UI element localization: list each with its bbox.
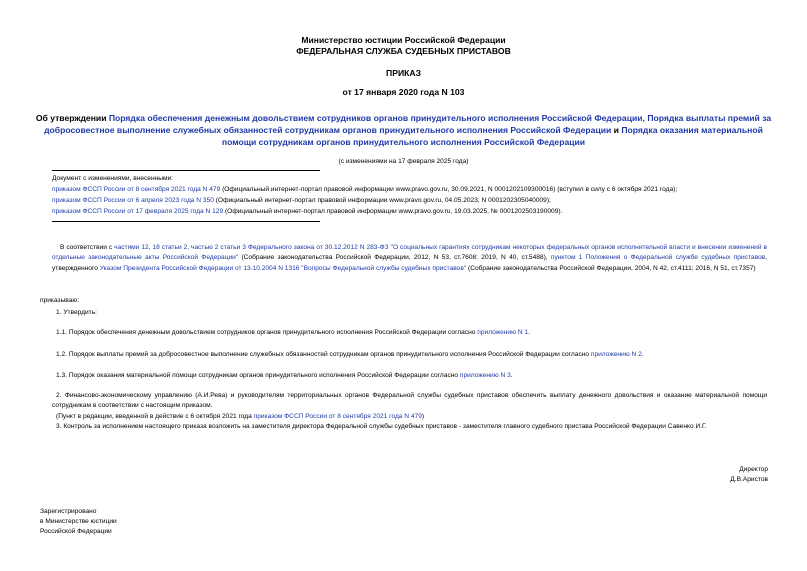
change-item [52,196,792,206]
appendix-3-link[interactable]: приложению N 3 [459,372,511,379]
service-name: ФЕДЕРАЛЬНАЯ СЛУЖБА СУДЕБНЫХ ПРИСТАВОВ [296,46,511,56]
change-item [52,207,792,217]
item-2: 2. Финансово-экономическому управлению (А.И.Рева) и руководителям территориальных органов Федеральной службы судебных приставов обеспечить выплату денежного довольствия и оказание материальной помощи сотрудникам в соответствии с настоящим приказом. [52,392,767,410]
item-1-2 [56,350,768,360]
doc-date: от 17 января 2020 года N 103 [342,87,465,97]
item-2-note-link[interactable]: приказом ФССП России от 8 сентября 2021 года N 479 [253,413,422,420]
appendix-2-link[interactable]: приложению N 2 [590,351,642,358]
change-text-2: (Официальный интернет-портал правовой информации www.pravo.gov.ru, 04.05.2023, N 0001202305040009); [213,197,551,204]
divider-top [52,170,320,171]
item-1: 1. Утвердить: [56,309,97,316]
item-3: 3. Контроль за исполнением настоящего приказа возложить на заместителя директора Федеральной службы судебных приставов - заместителя главного судебного пристава Российской Федерации Савенко И.Г. [56,423,707,430]
change-link-3[interactable]: приказом ФССП России от 17 февраля 2025 года N 129 [52,208,224,215]
preamble-text-2: (Собрание законодательства Российской Федерации, 2012, N 53, ст.7608; 2019, N 40, ст.5488), [238,254,551,262]
divider-bottom [52,221,320,222]
title-and: и [611,125,622,135]
item-1-3-text: 1.3. Порядок оказания материальной помощи сотрудникам органов принудительного исполнения Российской Федерации согласно [56,372,460,379]
preamble-link-law[interactable]: частями 12, 18 статьи 2, частью 2 статьи 3 Федерального закона от 30.12.2012 N 283-ФЗ "О социальных гарантиях сотрудникам некоторых федеральных органов исполнительной власти и внесении изменений в отдельные законодательные акты Российской Федерации" [52,244,767,262]
registration-line-2: в Министерстве юстиции [40,518,117,525]
preamble-text-1: В соответствии с [60,244,115,251]
item-1-1-end: . [528,329,531,336]
item-1-1-text: 1.1. Порядок обеспечения денежным довольствием сотрудников органов принудительного исполнения Российской Федерации согласно [56,329,478,336]
item-2-note-text: (Пункт в редакции, введенной в действие с 6 октября 2021 года [56,413,254,420]
preamble-link-regulation[interactable]: пунктом 1 Положения о Федеральной службе судебных приставов [550,254,766,262]
item-1-1 [56,328,768,338]
item-2-note-end: ) [421,413,425,420]
title-link-2[interactable]: Порядка оказания материальной помощи сотрудникам органов принудительного исполнения Российской Федерации [221,125,763,147]
change-item [52,185,792,195]
doc-title [30,112,777,148]
preamble-text-3: , утвержденного [52,254,768,272]
item-1-2-text: 1.2. Порядок выплаты премий за добросовестное выполнение служебных обязанностей сотрудникам органов принудительного исполнения Российской Федерации согласно [56,351,591,358]
change-link-1[interactable]: приказом ФССП России от 8 сентября 2021 года N 479 [52,186,221,193]
item-2-note [56,412,768,422]
change-text-1: (Официальный интернет-портал правовой информации www.pravo.gov.ru, 30.09.2021, N 0001202109300016) (вступил в силу с 6 октября 2021 года); [220,186,678,193]
revision-note: (с изменениями на 17 февраля 2025 года) [338,158,469,165]
change-link-2[interactable]: приказом ФССП России от 6 апреля 2023 года N 350 [52,197,214,204]
doc-type: ПРИКАЗ [386,68,421,78]
signer-name: Д.В.Аристов [730,476,768,483]
registration-line-1: Зарегистрировано [40,508,97,515]
title-link-1[interactable]: Порядка обеспечения денежным довольствием сотрудников органов принудительного исполнения Российской Федерации, Порядка выплаты премий за добросовестное выполнение служебных обязанностей сотрудникам органов принудительного исполнения Российской Федерации [44,113,772,135]
preamble [52,243,767,274]
registration-line-3: Российской Федерации [40,528,112,535]
change-text-3: (Официальный интернет-портал правовой информации www.pravo.gov.ru, 19.03.2025, № 0001202503190009). [223,208,563,215]
title-prefix: Об утверждении [35,113,109,123]
item-1-3 [56,371,768,381]
preamble-text-4: (Собрание законодательства Российской Федерации, 2004, N 42, ст.4111; 2016, N 51, ст.7357) [466,264,756,272]
ministry-name: Министерство юстиции Российской Федерации [301,35,506,45]
preamble-link-decree[interactable]: Указом Президента Российской Федерации от 13.10.2004 N 1316 "Вопросы Федеральной службы судебных приставов" [99,264,467,272]
order-word: приказываю: [40,297,80,304]
appendix-1-link[interactable]: приложению N 1 [477,329,529,336]
item-1-2-end: . [641,351,644,358]
signer-position: Директор [739,466,768,473]
changes-intro: Документ с изменениями, внесенными: [52,175,174,182]
item-1-3-end: . [510,372,513,379]
